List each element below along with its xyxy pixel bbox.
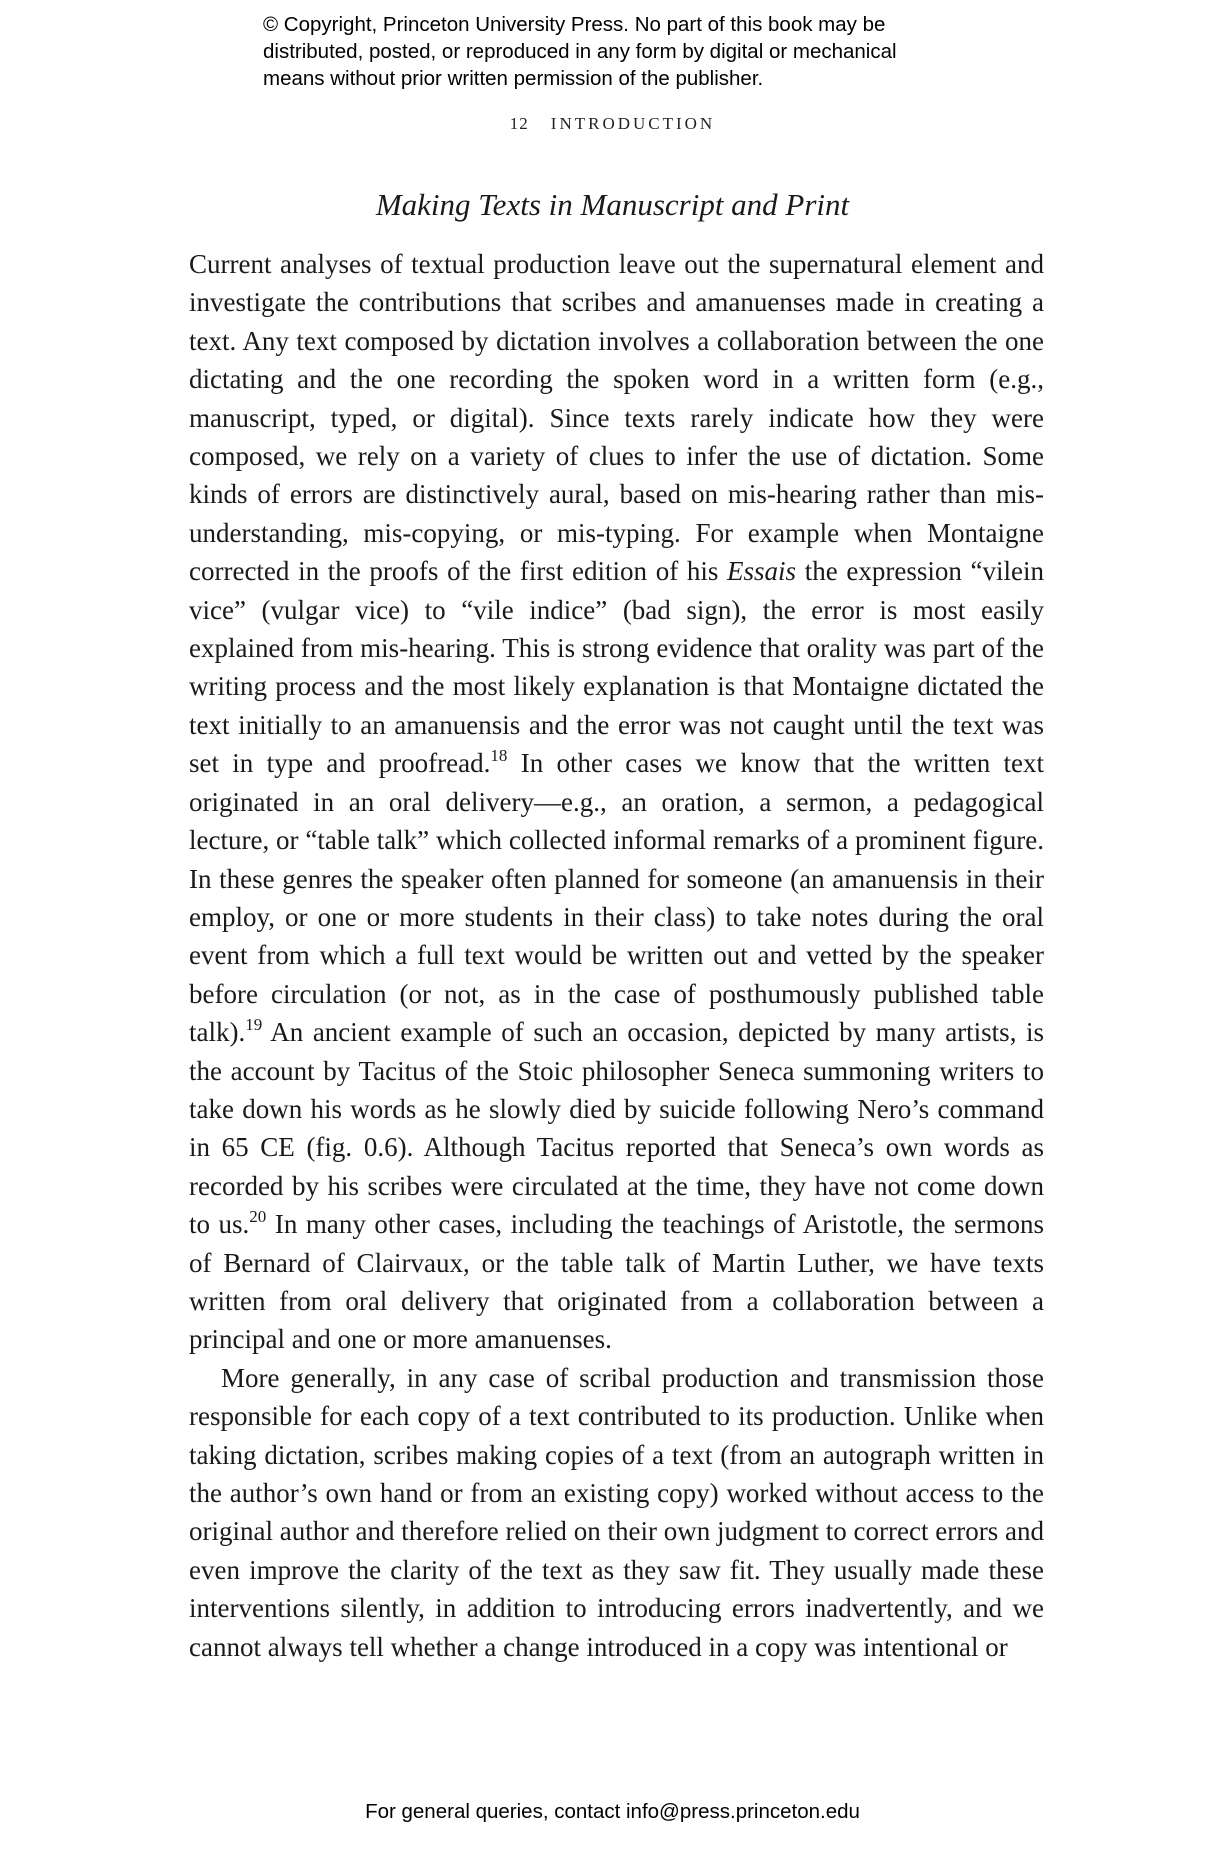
body-text — [189, 245, 1044, 1666]
footnote-ref-19: 19 — [245, 1015, 263, 1035]
running-head-section: INTRODUCTION — [550, 114, 716, 133]
paragraph-2: More generally, in any case of scribal production and transmission those responsible for each copy of a text contributed to its production. Unlike when taking dictation, scribes making copies of a text (from an autograph written in the author’s own hand or from an existing copy) worked without access to the original author and therefore relied on their own judgment to correct errors and even improve the clarity of the text as they saw fit. They usually made these interventions silently, in addition to introducing errors inadvertently, and we cannot always tell whether a change introduced in a copy was intentional or — [189, 1362, 1044, 1662]
paragraph-1 — [189, 245, 1044, 1359]
footnote-ref-20: 20 — [249, 1207, 267, 1227]
section-title: Making Texts in Manuscript and Print — [375, 187, 850, 222]
footnote-ref-18: 18 — [490, 746, 508, 766]
paragraph-text: Current analyses of textual production leave out the supernatural element and investigate the contributions that scribes and amanuenses made in creating a text. Any text composed by dictation involves a collaboration between the one dictating and the one recording the spoken word in a written form (e.g., manuscript, typed, or digital). Since texts rarely indicate how they were composed, we rely on a variety of clues to infer the use of dictation. Some kinds of errors are distinctively aural, based on mis-hearing rather than mis-understanding, mis-copying, or mis-typing. For example when Montaigne corrected in the proofs of the first edition of his — [189, 249, 1044, 587]
paragraph-text: In other cases we know that the written text originated in an oral delivery—e.g., an oration, a sermon, a pedagogical lecture, or “table talk” which collected informal remarks of a prominent figure. In these genres the speaker often planned for someone (an amanuensis in their employ, or one or more students in their class) to take notes during the oral event from which a full text would be written out and vetted by the speaker before circulation (or not, as in the case of posthumously published table talk). — [189, 748, 1045, 1048]
paragraph-text: the expression “vilein vice” (vulgar vice) to “vile indice” (bad sign), the error is most easily explained from mis-hearing. This is strong evidence that orality was part of the writing process and the most likely explanation is that Montaigne dictated the text initially to an amanuensis and the error was not caught until the text was set in type and proofread. — [189, 556, 1044, 779]
paragraph-text: In many other cases, including the teachings of Aristotle, the sermons of Bernard of Clairvaux, or the table talk of Martin Luther, we have texts written from oral delivery that originated from a collaboration between a principal and one or more amanuenses. — [189, 1209, 1044, 1355]
copyright-line: distributed, posted, or reproduced in any form by digital or mechanical — [263, 40, 897, 63]
running-head — [0, 114, 1225, 134]
footer-contact: For general queries, contact info@press.princeton.edu — [365, 1800, 860, 1823]
page-number: 12 — [509, 114, 529, 133]
copyright-line: means without prior written permission of the publisher. — [263, 67, 764, 90]
copyright-line: © Copyright, Princeton University Press. No part of this book may be — [263, 13, 886, 36]
paragraph-text: An ancient example of such an occasion, depicted by many artists, is the account by Tacitus of the Stoic philosopher Seneca summoning writers to take down his words as he slowly died by suicide following Nero’s command in 65 CE (fig. 0.6). Although Tacitus reported that Seneca’s own words as recorded by his scribes were circulated at the time, they have not come down to us. — [189, 1017, 1044, 1240]
book-title-italic: Essais — [727, 556, 797, 587]
copyright-notice — [263, 11, 1003, 92]
